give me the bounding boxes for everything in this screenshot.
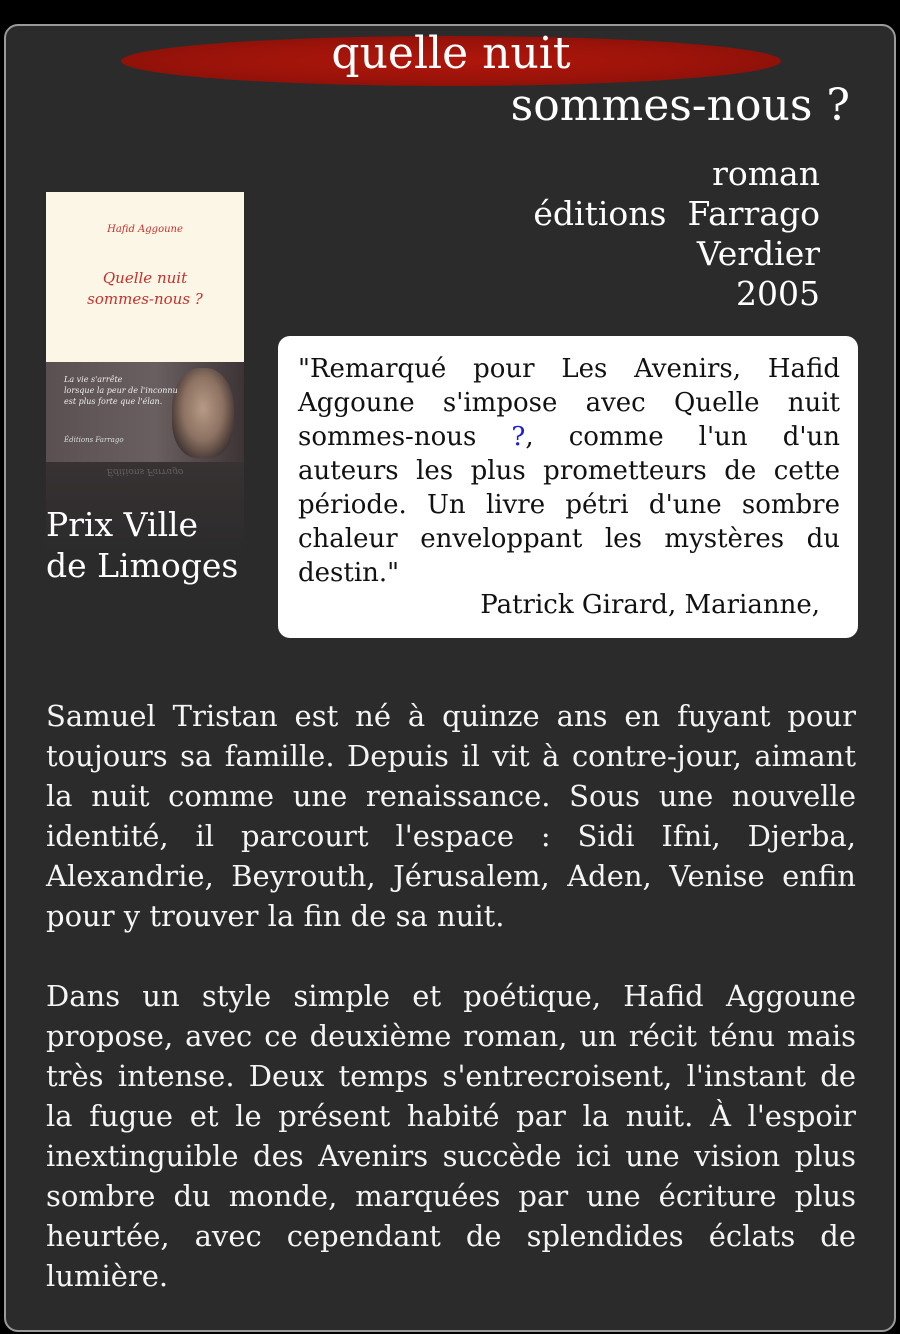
year-label: 2005: [736, 274, 820, 313]
quote-text-end: , comme l'un d'un auteurs les plus prometteurs de cette période. Un livre pétri d'une sombre chaleur enveloppant les mystères du destin.": [298, 422, 840, 588]
description-paragraph-1: Samuel Tristan est né à quinze ans en fuyant pour toujours sa famille. Depuis il vit à contre-jour, aimant la nuit comme une renaissance. Sous une nouvelle identité, il parcourt l'espace : Sidi Ifni, Djerba, Alexandrie, Beyrouth, Jérusalem, Aden, Venise enfin pour y trouver la fin de sa nuit.: [46, 699, 856, 933]
quote-text-start: "Remarqué pour Les Avenirs, Hafid Aggoune s'impose avec Quelle nuit sommes-nous: [298, 354, 840, 452]
cover-blurb-line2: lorsque la peur de l'inconnu: [64, 386, 178, 395]
book-meta: [533, 154, 820, 314]
quote-attribution: Patrick Girard, Marianne,: [480, 590, 820, 620]
prize-line1: Prix Ville: [46, 505, 199, 544]
cover-publisher: Éditions Farrago: [64, 436, 124, 444]
prize-label: [46, 504, 238, 586]
prize-line2: de Limoges: [46, 546, 239, 585]
press-quote-text: [298, 352, 840, 590]
cover-blurb-line1: La vie s'arrête: [64, 375, 123, 384]
page-title-line1: quelle nuit: [331, 28, 571, 79]
cover-top-panel: [46, 192, 244, 362]
genre-label: roman: [712, 154, 820, 193]
publisher-label: éditions Farrago: [533, 194, 820, 233]
quote-question-link[interactable]: ?: [511, 422, 526, 452]
page-title-line2: sommes-nous ?: [510, 80, 850, 131]
cover-title-line1: Quelle nuit: [102, 269, 188, 287]
co-publisher-label: Verdier: [696, 234, 820, 273]
cover-photo: [46, 362, 244, 462]
cover-blurb-line3: est plus forte que l'élan.: [64, 397, 163, 406]
cover-blurb: [64, 374, 184, 407]
cover-reflection-text: Éditions Farrago: [106, 466, 184, 476]
book-cover-image: [46, 192, 244, 554]
cover-title: [46, 268, 244, 310]
book-panel: [4, 24, 896, 1332]
cover-author: Hafid Aggoune: [107, 224, 183, 235]
cover-title-line2: sommes-nous ?: [87, 290, 203, 308]
press-quote-box: [278, 336, 858, 638]
description-paragraph-2: Dans un style simple et poétique, Hafid Aggoune propose, avec ce deuxième roman, un récit ténu mais très intense. Deux temps s'entrecroisent, l'instant de la fugue et le présent habité par la nuit. À l'espoir inextinguible des Avenirs succède ici une vision plus sombre du monde, marquées par une écriture plus heurtée, avec cependant de splendides éclats de lumière.: [46, 979, 856, 1293]
